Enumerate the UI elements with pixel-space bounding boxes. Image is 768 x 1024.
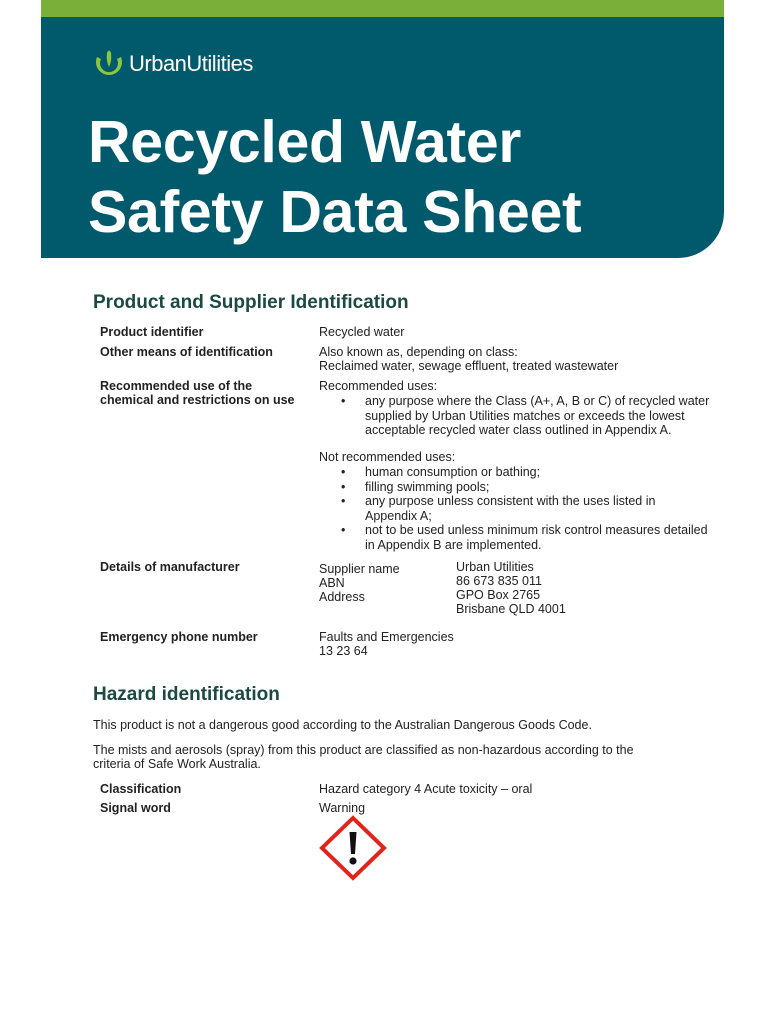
recommended-uses-heading: Recommended uses: bbox=[319, 379, 438, 393]
address-label: Address bbox=[319, 590, 365, 604]
list-item-line: • human consumption or bathing; bbox=[365, 465, 541, 479]
hazard-paragraph-2-line-1: The mists and aerosols (spray) from this product are classified as non-hazardous according to the bbox=[93, 743, 634, 757]
list-item-line: • any purpose unless consistent with the uses listed in bbox=[365, 494, 656, 508]
address-line-1: GPO Box 2765 bbox=[456, 588, 541, 602]
list-item-line: in Appendix B are implemented. bbox=[365, 537, 542, 552]
label-classification: Classification bbox=[100, 782, 182, 796]
value-product-identifier: Recycled water bbox=[319, 325, 405, 339]
title-line-2: Safety Data Sheet bbox=[88, 179, 582, 245]
hazard-paragraph-1: This product is not a dangerous good according to the Australian Dangerous Goods Code. bbox=[93, 718, 592, 732]
abn-value: 86 673 835 011 bbox=[456, 574, 542, 588]
logo-text-urban: Urban bbox=[129, 51, 187, 76]
page-title bbox=[88, 107, 581, 247]
label-manufacturer: Details of manufacturer bbox=[100, 560, 240, 574]
list-item-line: Appendix A; bbox=[365, 508, 432, 523]
address-line-2: Brisbane QLD 4001 bbox=[456, 602, 566, 616]
list-item-line: supplied by Urban Utilities matches or exceeds the lowest bbox=[365, 408, 685, 423]
label-recommended-use-1: Recommended use of the bbox=[100, 379, 253, 393]
supplier-name-label: Supplier name bbox=[319, 562, 400, 576]
list-item-line: • not to be used unless minimum risk control measures detailed bbox=[365, 523, 708, 537]
list-item-line: acceptable recycled water class outlined in Appendix A. bbox=[365, 423, 672, 437]
value-signal-word: Warning bbox=[319, 801, 366, 815]
not-recommended-heading: Not recommended uses: bbox=[319, 450, 456, 464]
list-item bbox=[319, 523, 739, 552]
logo-mark-icon bbox=[93, 49, 125, 79]
not-recommended-list bbox=[319, 465, 739, 552]
abn-label: ABN bbox=[319, 576, 345, 590]
other-means-line-2: Reclaimed water, sewage effluent, treated wastewater bbox=[319, 359, 619, 373]
section-heading-hazard: Hazard identification bbox=[93, 684, 280, 705]
label-emergency-phone: Emergency phone number bbox=[100, 630, 258, 644]
list-item-line: • filling swimming pools; bbox=[365, 479, 490, 494]
section-heading-product-supplier: Product and Supplier Identification bbox=[93, 292, 409, 313]
top-accent-bar bbox=[41, 0, 724, 17]
header-banner bbox=[41, 17, 724, 258]
list-item bbox=[319, 394, 739, 438]
logo-text-utilities: Utilities bbox=[186, 51, 253, 76]
ghs-exclamation-mark-icon bbox=[319, 815, 387, 886]
urban-utilities-logo bbox=[93, 49, 253, 79]
label-signal-word: Signal word bbox=[100, 801, 171, 815]
supplier-name-value: Urban Utilities bbox=[456, 560, 534, 574]
label-other-means: Other means of identification bbox=[100, 345, 273, 359]
list-item bbox=[319, 480, 739, 495]
list-item-line: • any purpose where the Class (A+, A, B or C) of recycled water bbox=[365, 394, 710, 408]
emergency-line-1: Faults and Emergencies bbox=[319, 630, 454, 644]
label-recommended-use-2: chemical and restrictions on use bbox=[100, 393, 295, 407]
label-product-identifier: Product identifier bbox=[100, 325, 204, 339]
list-item bbox=[319, 494, 739, 523]
other-means-line-1: Also known as, depending on class: bbox=[319, 345, 518, 359]
list-item bbox=[319, 465, 739, 480]
hazard-paragraph-2-line-2: criteria of Safe Work Australia. bbox=[93, 757, 261, 771]
value-classification: Hazard category 4 Acute toxicity – oral bbox=[319, 782, 533, 796]
emergency-phone-number: 13 23 64 bbox=[319, 644, 368, 658]
recommended-uses-list bbox=[319, 394, 739, 438]
title-line-1: Recycled Water bbox=[88, 109, 522, 175]
